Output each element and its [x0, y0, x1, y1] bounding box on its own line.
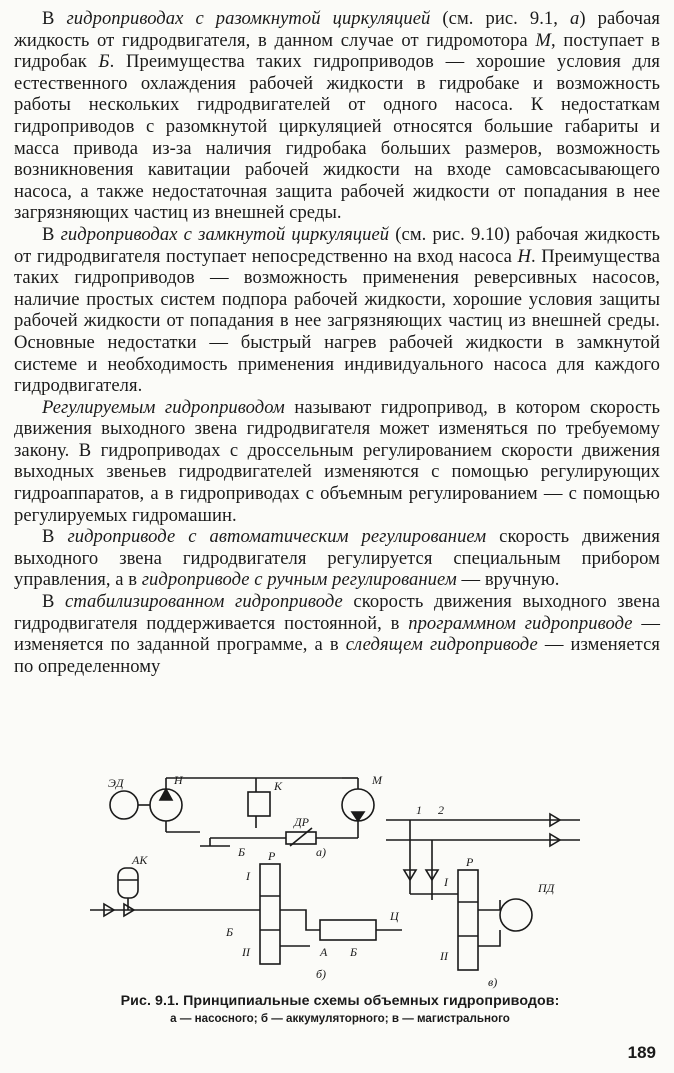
text-run: (см. рис. 9.1,	[430, 8, 571, 29]
text-run: называют гидропривод, в котором скорость движения выходного звена гидродвигателя может изменяться по требуемому закону. В гидроприводах с дроссельным регулированием скорости движения выходных звеньев гидродвигателей изменяются с помощью регулирующих гидроаппаратов, а в гидроприводах с объемным регулированием — с помощью регулируемых гидромашин.	[14, 396, 660, 526]
accumulator-icon	[118, 868, 138, 898]
distributor-icon	[260, 864, 280, 964]
text-run: ) рабочая жидкость от гидродвигателя, в данном случае от гидромотора	[14, 8, 660, 51]
paragraph-stabilized-drive	[14, 591, 660, 677]
svg-text:Б: Б	[350, 945, 358, 959]
italic-term: стабилизированном гидроприводе	[65, 591, 343, 613]
figure-hydraulic-schemes	[80, 760, 600, 1010]
svg-text:Н: Н	[174, 773, 183, 787]
figure-caption	[40, 991, 640, 1027]
text-run: — изменяется по определенному	[14, 634, 660, 677]
main-distributor-icon	[458, 870, 478, 970]
italic-term: Б	[98, 51, 110, 73]
svg-text:Б: Б	[226, 925, 234, 939]
text-run: В	[42, 223, 61, 245]
page-body	[14, 8, 660, 677]
italic-term: гидроприводах с замкнутой циркуляцией	[60, 223, 390, 245]
text-run: (см. рис. 9.10) рабочая жидкость от гидродвигателя поступает непосредственно на вход насоса	[14, 223, 661, 267]
svg-text:Р: Р	[268, 849, 276, 863]
svg-text:в): в)	[488, 975, 498, 989]
scheme-b	[90, 849, 402, 981]
svg-text:II: II	[242, 945, 250, 959]
text-run: В	[42, 8, 67, 29]
italic-term: гидроприводах с разомкнутой циркуляцией	[66, 8, 431, 29]
italic-term: Регулируемым гидроприводом	[42, 396, 285, 418]
italic-term: Н	[517, 245, 531, 267]
svg-text:К: К	[274, 779, 282, 793]
svg-text:М: М	[372, 773, 382, 787]
text-run: — вручную.	[456, 569, 560, 591]
svg-text:а): а)	[316, 845, 326, 859]
italic-term: гидроприводе с ручным регулированием	[141, 569, 457, 591]
svg-text:I: I	[444, 875, 448, 889]
svg-text:Б: Б	[238, 845, 246, 859]
caption-title: Рис. 9.1. Принципиальные схемы объемных гидроприводов:	[120, 993, 560, 1009]
relief-valve-icon	[248, 792, 270, 816]
text-run: , поступает в гидробак	[14, 29, 660, 73]
paragraph-closed-circulation	[14, 224, 660, 397]
paragraph-regulated-drive	[14, 397, 660, 527]
svg-text:ПД: ПД	[538, 881, 555, 895]
caption-legend: а — насосного; б — аккумуляторного; в — магистрального	[170, 1012, 510, 1025]
text-run: В	[42, 591, 66, 613]
svg-text:2: 2	[438, 803, 444, 817]
scheme-v	[386, 803, 580, 989]
svg-text:I: I	[246, 869, 250, 883]
svg-text:б): б)	[316, 967, 327, 981]
italic-term: М	[535, 29, 551, 51]
text-run: . Преимущества таких гидроприводов — возможность применения реверсивных насосов, наличие простых систем подпора рабочей жидкости, хорошие условия защиты рабочей жидкости от попадания в нее загрязняющих частиц из внешней среды. Основные недостатки — быстрый нагрев рабочей жидкости в замкнутой системе и необходимость применения индивидуального насоса для каждого гидродвигателя.	[14, 245, 660, 397]
svg-text:1: 1	[416, 803, 422, 817]
scheme-a	[108, 773, 383, 859]
text-run: скорость движения выходного звена гидродвигателя регулируется специальным прибором управления, а в	[14, 526, 661, 591]
italic-term: программном гидроприводе	[408, 612, 633, 634]
rotary-motor-icon	[500, 899, 532, 931]
text-run: . Преимущества таких гидроприводов — хорошие условия для естественного охлаждения рабочей жидкости в гидробаке и возможность работы нескольких гидродвигателей от одного насоса. К недостаткам гидроприводов с разомкнутой циркуляцией относятся большие габариты и масса привода из-за наличия гидробака больших размеров, возможность возникновения кавитации рабочей жидкости на входе самовсасывающего насоса, а также недостаточная защита рабочей жидкости от попадания в нее загрязняющих частиц из внешней среды.	[14, 51, 660, 224]
electric-motor-icon	[110, 791, 138, 819]
text-run: В	[42, 526, 68, 548]
italic-term: следящем гидроприводе	[345, 634, 538, 656]
svg-text:Р: Р	[466, 855, 474, 869]
text-run: скорость движения выходного звена гидродвигателя поддерживается постоянной, в	[14, 591, 661, 634]
svg-text:ДР: ДР	[294, 815, 309, 829]
italic-term: а	[570, 8, 580, 29]
paragraph-automatic-regulation	[14, 526, 660, 591]
svg-text:ЭД: ЭД	[108, 776, 124, 790]
svg-text:Ц: Ц	[390, 909, 399, 923]
cylinder-icon	[320, 920, 376, 940]
italic-term: гидроприводе с автоматическим регулированием	[67, 526, 487, 548]
text-run: — изменяется по заданной программе, а в	[14, 612, 661, 656]
paragraph-open-circulation	[14, 8, 660, 224]
svg-text:II: II	[440, 949, 448, 963]
page-number: 189	[627, 1043, 656, 1062]
svg-text:АК: АК	[132, 853, 148, 867]
svg-text:А: А	[320, 945, 328, 959]
